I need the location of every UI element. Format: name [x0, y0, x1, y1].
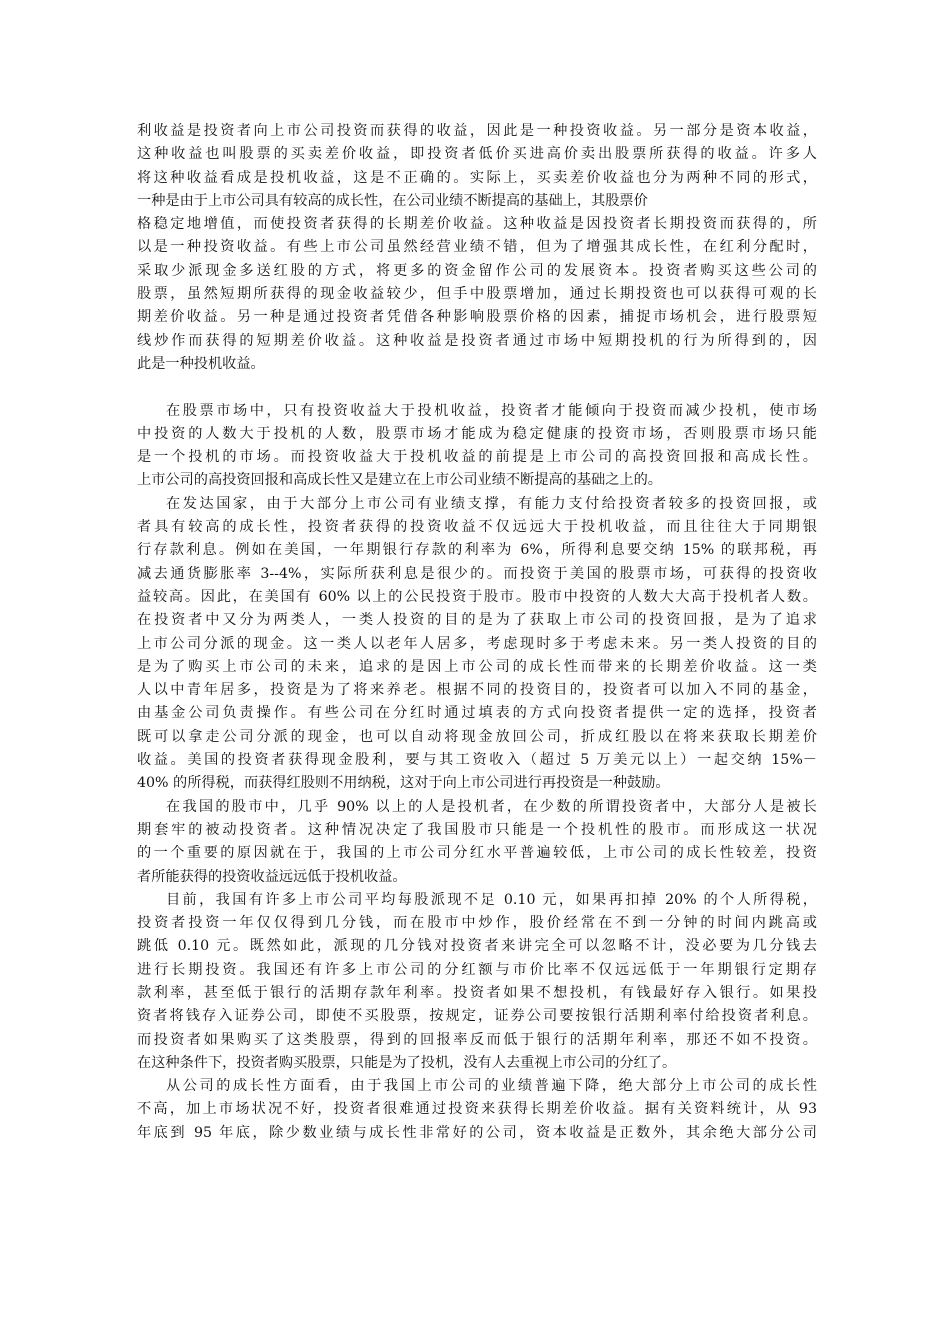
- text-line: 行存款利息。例如在美国，一年期银行存款的利率为 6%，所得利息要交纳 15% 的联邦税，再: [137, 542, 817, 559]
- text-line: 线炒作而获得的短期差价收益。这种收益是投资者通过市场中短期投机的行为所得到的，因: [137, 332, 817, 349]
- text-line: 采取少派现金多送红股的方式，将更多的资金留作公司的发展资本。投资者购买这些公司的: [137, 262, 817, 279]
- text-line: 一种是由于上市公司具有较高的成长性，在公司业绩不断提高的基础上，其股票价: [137, 192, 648, 209]
- text-line: 者所能获得的投资收益远远低于投机收益。: [137, 868, 407, 885]
- text-line: 而投资者如果购买了这类股票，得到的回报率反而低于银行的活期年利率，那还不如不投资。: [137, 1031, 817, 1048]
- text-line: 在发达国家，由于大部分上市公司有业绩支撑，有能力支付给投资者较多的投资回报，或: [166, 495, 817, 512]
- text-line: 由基金公司负责操作。有些公司在分红时通过填表的方式向投资者提供一定的选择，投资者: [137, 705, 817, 722]
- paragraph-market-investment: [137, 400, 817, 493]
- text-line: 投资者投资一年仅仅得到几分钱，而在股市中炒作，股价经常在不到一分钟的时间内跳高或: [137, 915, 817, 932]
- text-line: 进行长期投资。我国还有许多上市公司的分红额与市价比率不仅远远低于一年期银行定期存: [137, 961, 817, 978]
- text-line: 年底到 95 年底，除少数业绩与成长性非常好的公司，资本收益是正数外，其余绝大部分公司: [137, 1124, 817, 1141]
- text-line: 此是一种投机收益。: [137, 355, 265, 372]
- paragraph-developed-countries: [137, 493, 817, 796]
- text-line: 是一个投机的市场。而投资收益大于投机收益的前提是上市公司的高投资回报和高成长性。: [137, 449, 817, 466]
- text-line: 在我国的股市中，几乎 90% 以上的人是投机者，在少数的所谓投资者中，大部分人是被长: [166, 798, 817, 815]
- text-line: 收益。美国的投资者获得现金股利，要与其工资收入（超过 5 万美元以上）一起交纳 15%－: [137, 752, 817, 769]
- text-line: 以是一种投资收益。有些上市公司虽然经营业绩不错，但为了增强其成长性，在红利分配时，: [137, 239, 817, 256]
- text-line: 款利率，甚至低于银行的活期存款年利率。投资者如果不想投机，有钱最好存入银行。如果投: [137, 984, 817, 1001]
- text-line: 上市公司分派的现金。这一类人以老年人居多，考虑现时多于考虑未来。另一类人投资的目的: [137, 635, 817, 652]
- paragraph-dividends: [137, 889, 817, 1075]
- text-line: 在这种条件下，投资者购买股票，只能是为了投机，没有人去重视上市公司的分红了。: [137, 1054, 677, 1071]
- text-line: 期差价收益。另一种是通过投资者凭借各种影响股票价格的因素，捕捉市场机会，进行股票短: [137, 309, 817, 326]
- text-line: 中投资的人数大于投机的人数，股票市场才能成为稳定健康的投资市场，否则股票市场只能: [137, 425, 817, 442]
- text-line: 者具有较高的成长性，投资者获得的投资收益不仅远远大于投机收益，而且往往大于同期银: [137, 519, 817, 536]
- paragraph-gap: [137, 376, 817, 399]
- text-line: 的一个重要的原因就在于，我国的上市公司分红水平普遍较低，上市公司的成长性较差，投资: [137, 845, 817, 862]
- text-line: 减去通货膨胀率 3--4%，实际所获利息是很少的。而投资于美国的股票市场，可获得的投资收: [137, 565, 817, 582]
- text-line: 利收益是投资者向上市公司投资而获得的收益，因此是一种投资收益。另一部分是资本收益，: [137, 123, 817, 139]
- text-line: 跳低 0.10 元。既然如此，派现的几分钱对投资者来讲完全可以忽略不计，没必要为几分钱去: [137, 938, 817, 955]
- text-line: 期套牢的被动投资者。这种情况决定了我国股市只能是一个投机性的股市。而形成这一状况: [137, 821, 817, 838]
- paragraph-capital-gains: [137, 120, 817, 376]
- text-line: 是为了购买上市公司的未来，追求的是因上市公司的成长性而带来的长期差价收益。这一类: [137, 658, 817, 675]
- text-line: 在股票市场中，只有投资收益大于投机收益，投资者才能倾向于投资而减少投机，使市场: [166, 402, 817, 419]
- text-line: 益较高。因此，在美国有 60% 以上的公民投资于股市。股市中投资的人数大大高于投机者人数。: [137, 588, 817, 605]
- paragraph-growth: [137, 1075, 817, 1145]
- text-line: 这种收益也叫股票的买卖差价收益，即投资者低价买进高价卖出股票所获得的收益。许多人: [137, 146, 817, 163]
- text-line: 格稳定地增值，而使投资者获得的长期差价收益。这种收益是因投资者长期投资而获得的，所: [137, 216, 817, 233]
- text-line: 上市公司的高投资回报和高成长性又是建立在上市公司业绩不断提高的基础之上的。: [137, 472, 662, 489]
- text-line: 在投资者中又分为两类人，一类人投资的目的是为了获取上市公司的投资回报，是为了追求: [137, 612, 817, 629]
- text-line: 人以中青年居多，投资是为了将来养老。根据不同的投资目的，投资者可以加入不同的基金，: [137, 682, 817, 699]
- text-line: 不高，加上市场状况不好，投资者很难通过投资来获得长期差价收益。据有关资料统计，从 93: [137, 1101, 817, 1118]
- paragraph-domestic-market: [137, 796, 817, 889]
- document-body: [137, 120, 817, 1145]
- text-line: 目前，我国有许多上市公司平均每股派现不足 0.10 元，如果再扣掉 20% 的个人所得税，: [166, 891, 817, 908]
- text-line: 将这种收益看成是投机收益，这是不正确的。实际上，买卖差价收益也分为两种不同的形式，: [137, 169, 817, 186]
- text-line: 资者将钱存入证券公司，即使不买股票，按规定，证券公司要按银行活期利率付给投资者利息。: [137, 1008, 817, 1025]
- text-line: 从公司的成长性方面看，由于我国上市公司的业绩普遍下降，绝大部分上市公司的成长性: [166, 1078, 817, 1095]
- text-line: 既可以拿走公司分派的现金，也可以自动将现金放回公司，折成红股以在将来获取长期差价: [137, 728, 817, 745]
- text-line: 股票，虽然短期所获得的现金收益较少，但手中股票增加，通过长期投资也可以获得可观的长: [137, 286, 817, 303]
- text-line: 40% 的所得税，而获得红股则不用纳税，这对于向上市公司进行再投资是一种鼓励。: [137, 775, 670, 792]
